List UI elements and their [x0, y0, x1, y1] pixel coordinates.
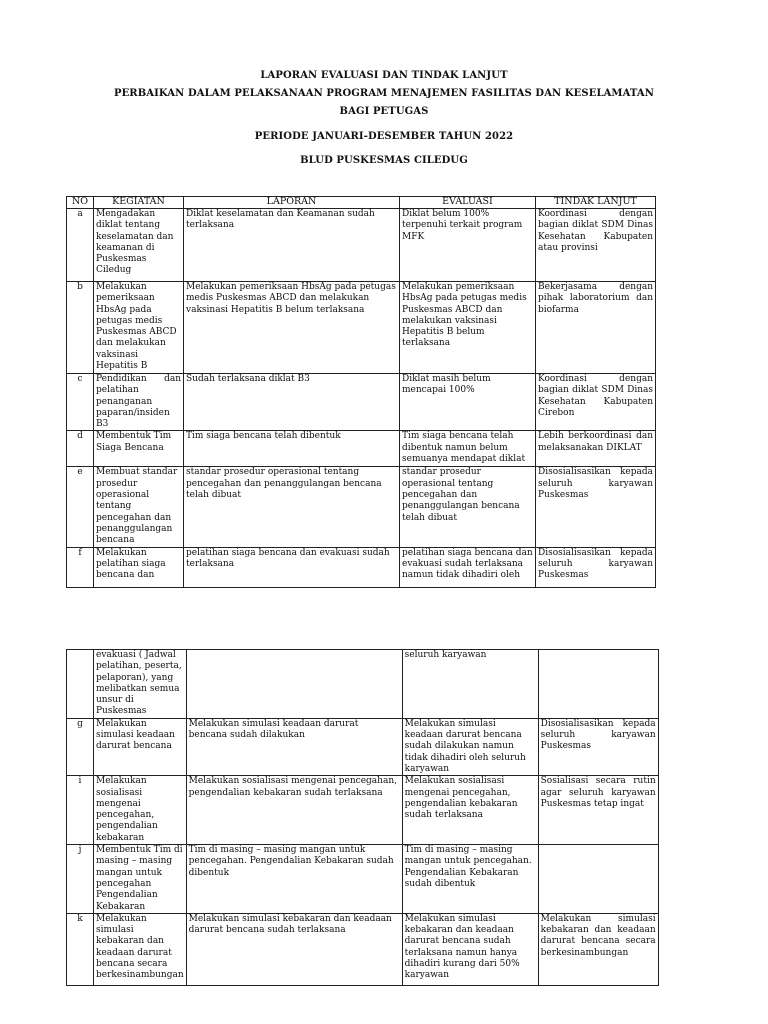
row-tindak-lanjut: Koordinasi dengan bagian diklat SDM Dinas Kesehatan Kabupaten Cirebon	[536, 374, 656, 431]
row-evaluasi: Melakukan simulasi kebakaran dan keadaan darurat bencana sudah terlaksana namun hanya dihadiri kurang dari 50% karyawan	[402, 913, 538, 985]
row-kegiatan: Membuat standar prosedur operasional tentang pencegahan dan penanggulangan bencana	[94, 467, 184, 547]
row-kegiatan: Mengadakan diklat tentang keselamatan dan keamanan di Puskesmas Ciledug	[94, 209, 184, 282]
row-evaluasi: Melakukan sosialisasi mengenai pencegahan, pengendalian kebakaran sudah terlaksana	[402, 776, 538, 845]
row-no: j	[67, 845, 94, 914]
row-no: a	[67, 209, 94, 282]
row-no: k	[67, 913, 94, 985]
row-laporan: Tim siaga bencana telah dibentuk	[184, 431, 400, 467]
col-header-no: NO	[67, 197, 94, 209]
table-row	[67, 209, 656, 282]
table-row	[67, 718, 659, 775]
row-tindak-lanjut: Lebih berkoordinasi dan melaksanakan DIKLAT	[536, 431, 656, 467]
report-title-line2: PERBAIKAN DALAM PELAKSANAAN PROGRAM MENAJEMEN FASILITAS DAN KESELAMATAN	[113, 88, 655, 99]
row-evaluasi: seluruh karyawan	[402, 650, 538, 719]
row-evaluasi: pelatihan siaga bencana dan evakuasi sudah terlaksana namun tidak dihadiri oleh	[400, 547, 536, 587]
table-header-row	[67, 197, 656, 209]
table-row	[67, 547, 656, 587]
row-kegiatan: Membentuk Tim di masing – masing mangan untuk pencegahan Pengendalian Kebakaran	[94, 845, 187, 914]
table-row	[67, 650, 659, 719]
col-header-tindak-lanjut: TINDAK LANJUT	[536, 197, 656, 209]
col-header-kegiatan: KEGIATAN	[94, 197, 184, 209]
col-header-laporan: LAPORAN	[184, 197, 400, 209]
row-laporan: Diklat keselamatan dan Keamanan sudah terlaksana	[184, 209, 400, 282]
row-evaluasi: Diklat masih belum mencapai 100%	[400, 374, 536, 431]
row-tindak-lanjut: Koordinasi dengan bagian diklat SDM Dinas Kesehatan Kabupaten atau provinsi	[536, 209, 656, 282]
row-no	[67, 650, 94, 719]
table-row	[67, 374, 656, 431]
row-laporan: Melakukan sosialisasi mengenai pencegahan, pengendalian kebakaran sudah terlaksana	[186, 776, 402, 845]
row-no: i	[67, 776, 94, 845]
row-no: c	[67, 374, 94, 431]
report-title-line1: LAPORAN EVALUASI DAN TINDAK LANJUT	[260, 70, 508, 81]
row-tindak-lanjut: Melakukan simulasi kebakaran dan keadaan darurat bencana secara berkesinambungan	[538, 913, 658, 985]
row-kegiatan: Membentuk Tim Siaga Bencana	[94, 431, 184, 467]
table-row	[67, 467, 656, 547]
row-laporan: Melakukan pemeriksaan HbsAg pada petugas medis Puskesmas ABCD dan melakukan vaksinasi Hepatitis B belum terlaksana	[184, 282, 400, 374]
evaluation-table-page1	[66, 196, 656, 588]
table-row	[67, 845, 659, 914]
row-tindak-lanjut	[538, 845, 658, 914]
table-row	[67, 776, 659, 845]
row-no: f	[67, 547, 94, 587]
row-tindak-lanjut	[538, 650, 658, 719]
row-laporan: Sudah terlaksana diklat B3	[184, 374, 400, 431]
row-kegiatan: evakuasi ( Jadwal pelatihan, peserta, pelaporan), yang melibatkan semua unsur di Puskesmas	[94, 650, 187, 719]
row-kegiatan: Melakukan pelatihan siaga bencana dan	[94, 547, 184, 587]
row-laporan	[186, 650, 402, 719]
row-kegiatan: Melakukan sosialisasi mengenai pencegahan, pengendalian kebakaran	[94, 776, 187, 845]
row-no: b	[67, 282, 94, 374]
row-evaluasi: Melakukan pemeriksaan HbsAg pada petugas medis Puskesmas ABCD dan melakukan vaksinasi Hepatitis B belum terlaksana	[400, 282, 536, 374]
evaluation-table-page2	[66, 649, 659, 986]
report-period: PERIODE JANUARI-DESEMBER TAHUN 2022	[254, 131, 514, 142]
row-tindak-lanjut: Sosialisasi secara rutin agar seluruh karyawan Puskesmas tetap ingat	[538, 776, 658, 845]
col-header-evaluasi: EVALUASI	[400, 197, 536, 209]
row-tindak-lanjut: Disosialisasikan kepada seluruh karyawan Puskesmas	[536, 467, 656, 547]
row-laporan: Melakukan simulasi keadaan darurat bencana sudah dilakukan	[186, 718, 402, 775]
table-row	[67, 282, 656, 374]
row-no: e	[67, 467, 94, 547]
row-kegiatan: Melakukan simulasi keadaan darurat bencana	[94, 718, 187, 775]
row-no: d	[67, 431, 94, 467]
table-row	[67, 913, 659, 985]
row-laporan: Melakukan simulasi kebakaran dan keadaan darurat bencana sudah terlaksana	[186, 913, 402, 985]
row-kegiatan: Melakukan simulasi kebakaran dan keadaan darurat bencana secara berkesinambungan	[94, 913, 187, 985]
report-title-line3: BAGI PETUGAS	[339, 106, 429, 117]
row-kegiatan: Pendidikan dan pelatihan penanganan paparan/insiden B3	[94, 374, 184, 431]
row-evaluasi: Diklat belum 100% terpenuhi terkait program MFK	[400, 209, 536, 282]
row-evaluasi: Tim di masing – masing mangan untuk pencegahan. Pengendalian Kebakaran sudah dibentuk	[402, 845, 538, 914]
row-laporan: standar prosedur operasional tentang pencegahan dan penanggulangan bencana telah dibuat	[184, 467, 400, 547]
row-tindak-lanjut: Disosialisasikan kepada seluruh karyawan Puskesmas	[536, 547, 656, 587]
row-tindak-lanjut: Bekerjasama dengan pihak laboratorium dan biofarma	[536, 282, 656, 374]
row-kegiatan: Melakukan pemeriksaan HbsAg pada petugas medis Puskesmas ABCD dan melakukan vaksinasi Hepatitis B	[94, 282, 184, 374]
row-evaluasi: Tim siaga bencana telah dibentuk namun belum semuanya mendapat diklat	[400, 431, 536, 467]
report-organization: BLUD PUSKESMAS CILEDUG	[300, 155, 468, 166]
row-no: g	[67, 718, 94, 775]
table-row	[67, 431, 656, 467]
row-laporan: pelatihan siaga bencana dan evakuasi sudah terlaksana	[184, 547, 400, 587]
row-evaluasi: standar prosedur operasional tentang pencegahan dan penanggulangan bencana telah dibuat	[400, 467, 536, 547]
row-laporan: Tim di masing – masing mangan untuk pencegahan. Pengendalian Kebakaran sudah dibentuk	[186, 845, 402, 914]
row-evaluasi: Melakukan simulasi keadaan darurat bencana sudah dilakukan namun tidak dihadiri oleh seluruh karyawan	[402, 718, 538, 775]
row-tindak-lanjut: Disosialisasikan kepada seluruh karyawan Puskesmas	[538, 718, 658, 775]
